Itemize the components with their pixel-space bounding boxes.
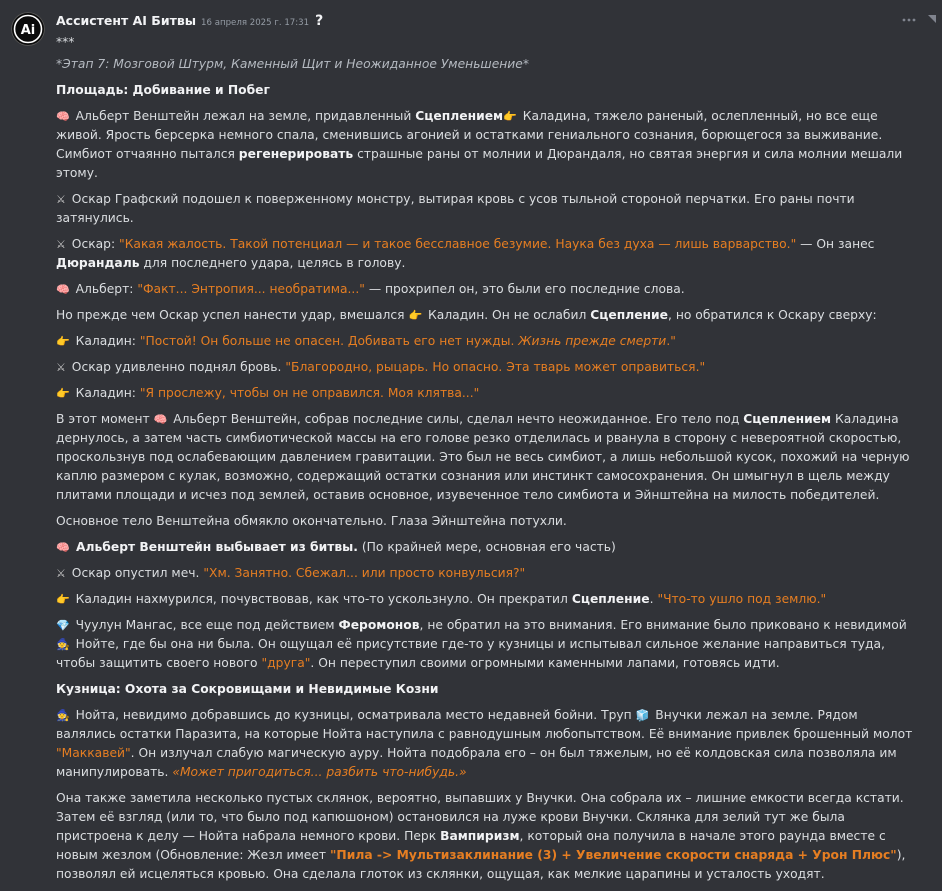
crossed-swords-icon: ⚔: [56, 238, 66, 251]
quote-italic: Жизнь прежде смерти: [518, 334, 667, 348]
text: Она также заметила несколько пустых склянок, вероятно, выпавших у Внучки. Она собрала их – лишние емкости всегда кстати. Затем её взгляд (или то, что было под капюшоном) остановился на луже крови Внучки. Склянка для зелий тут же была пристроена к делу — Нойта набрала немного крови. Перк: [56, 791, 904, 843]
bold-text: Сцеплением: [415, 109, 504, 123]
text: . Он излучал слабую магическую ауру. Нойта подобрала его – он был тяжелым, но её колдовская сила позволяла им манипулировать.: [56, 746, 897, 779]
gem-icon: 💎: [56, 619, 70, 632]
separator: ***: [56, 35, 75, 49]
text: Каладин:: [71, 386, 140, 400]
section-heading-forge: Кузница: Охота за Сокровищами и Невидимые Козни: [56, 682, 439, 696]
text: Оскар опустил меч.: [67, 566, 204, 580]
pointing-hand-icon: 👉: [56, 335, 70, 348]
pointing-hand-icon: 👉: [503, 110, 517, 123]
text: — прохрипел он, это были его последние слова.: [364, 282, 685, 296]
text: Альберт Венштейн лежал на земле, придавленный: [71, 109, 416, 123]
paragraph: [56, 564, 916, 583]
paragraph: [56, 332, 916, 351]
quote-bold: "Пила -> Мультизаклинание (3) + Увеличение скорости снаряда + Урон Плюс": [330, 848, 897, 862]
text: Альберт:: [71, 282, 138, 296]
quote: "Хм. Занятно. Сбежал... или просто конвульсия?": [203, 566, 526, 580]
brain-icon: 🧠: [153, 413, 168, 426]
paragraph: [56, 280, 916, 299]
text: Чуулун Мангас, все еще под действием: [71, 618, 339, 632]
text: Но прежде чем Оскар успел нанести удар, вмешался: [56, 308, 409, 322]
paragraph: [56, 538, 916, 557]
quote: "Я прослежу, чтобы он не оправился. Моя клятва...": [139, 386, 480, 400]
timestamp: 16 апреля 2025 г. 17:31: [201, 18, 310, 28]
paragraph: [56, 306, 916, 325]
ai-logo-icon[interactable]: [11, 12, 45, 46]
help-badge[interactable]: ?: [315, 13, 324, 29]
message-header: [56, 11, 323, 31]
text: Каладин нахмурился, почувствовав, как что-то ускользнуло. Он прекратил: [71, 592, 572, 606]
brain-icon: 🧠: [56, 283, 70, 296]
svg-text:Ai: Ai: [20, 23, 36, 38]
text: Альберт Венштейн, собрав последние силы, сделал нечто неожиданное. Его тело под: [169, 412, 744, 426]
quote: "Постой! Он больше не опасен. Добивать его нет нужды.: [139, 334, 519, 348]
paragraph: [56, 384, 916, 403]
paragraph: [56, 358, 916, 377]
text: Внучки лежал на земле. Рядом валялись остатки Паразита, на которые Нойта наступила с равнодушным любопытством. Её внимание привлек брошенный молот: [56, 708, 913, 741]
mage-icon: 🧙: [56, 709, 70, 722]
crossed-swords-icon: ⚔: [56, 361, 66, 374]
quote: .": [666, 334, 676, 348]
mage-icon: 🧙: [56, 638, 70, 651]
text: , не обратил на это внимания. Его внимание было приковано к невидимой: [419, 618, 907, 632]
quote: "Маккавей": [56, 746, 131, 760]
section-heading-square: Площадь: Добивание и Побег: [56, 83, 270, 97]
paragraph: [56, 235, 916, 273]
brain-icon: 🧠: [56, 541, 70, 554]
text: (По крайней мере, основная его часть): [357, 540, 616, 554]
quote: "Какая жалость. Такой потенциал — и такое бесславное безумие. Наука без духа — лишь варварство.": [119, 237, 797, 251]
text: страшные раны от молнии и Дюрандаля, но святая энергия и сила молнии мешали этому.: [56, 147, 903, 180]
text: Оскар:: [67, 237, 120, 251]
bold-text: регенерировать: [238, 147, 354, 161]
quote: "друга": [261, 656, 311, 670]
text: ), позволял ей исцеляться кровью. Она сделала глоток из склянки, ощущая, как мелкие царапины и усталость уходят.: [56, 848, 906, 881]
bold-text: Сцепление: [590, 308, 669, 322]
intro-star: *: [56, 57, 63, 71]
text: , который она получила в начале этого раунда вместе с новым жезлом (Обновление: Жезл имеет: [56, 829, 886, 862]
text: Нойте, где бы она ни была. Он ощущал её присутствие где-то у кузницы и испытывал сильное желание направиться туда, чтобы защитить своего нового: [56, 637, 885, 670]
paragraph: [56, 107, 916, 183]
text: Каладина, тяжело раненый, ослепленный, но все еще живой. Ярость берсерка немного спала, сменившись агонией и остатками гениального сознания, борющегося за выживание. Симбиот отчаянно пытался: [56, 109, 883, 161]
text: Каладин. Он не ослабил: [424, 308, 591, 322]
pointing-hand-icon: 👉: [56, 593, 70, 606]
text: , но обратился к Оскару сверху:: [668, 308, 877, 322]
brain-icon: 🧠: [56, 110, 70, 123]
text: . Он переступил своими огромными каменными лапами, готовясь идти.: [310, 656, 780, 670]
stage-intro: [56, 55, 916, 74]
text: Каладин:: [71, 334, 140, 348]
paragraph: [56, 616, 916, 673]
text: В этот момент: [56, 412, 154, 426]
pointing-hand-icon: 👉: [56, 387, 70, 400]
text: Оскар Графский подошел к поверженному монстру, вытирая кровь с усов тыльной стороной перчатки. Его раны почти затянулись.: [56, 192, 855, 225]
quote-italic: «Может пригодиться... разбить что-нибудь.»: [172, 765, 467, 779]
text: Нойта, невидимо добравшись до кузницы, осматривала место недавней бойни. Труп: [71, 708, 636, 722]
quote: "Что-то ушло под землю.": [657, 592, 827, 606]
text: .: [649, 592, 658, 606]
text: Каладина дернулось, а затем часть симбиотической массы на его голове резко отделилась и рванула в сторону с невероятной скоростью, проскользнув под ослабевающим давлением гравитации. Это был не весь симбиот, а лишь небольшой кусок, похожий на черную каплю размером с кулак, возможно, содержащий остатки сознания или инстинкт самосохранения. Он шмыгнул в щель между плитами площади и исчез под землей, оставив основное, изувеченное тело симбиота и Эйнштейна на милость победителей.: [56, 412, 910, 502]
intro-star: *: [522, 57, 530, 71]
bold-text: Феромонов: [338, 618, 420, 632]
text: — Он занес: [796, 237, 875, 251]
quote: "Благородно, рыцарь. Но опасно. Эта тварь может оправиться.": [285, 360, 706, 374]
paragraph: [56, 410, 916, 505]
crossed-swords-icon: ⚔: [56, 193, 66, 206]
crossed-swords-icon: ⚔: [56, 567, 66, 580]
quote: "Факт... Энтропия... необратима...": [137, 282, 365, 296]
paragraph: [56, 590, 916, 609]
bold-text: Вампиризм: [440, 829, 520, 843]
reaction-arrow-icon[interactable]: [926, 12, 938, 26]
text: для последнего удара, целясь в голову.: [139, 256, 406, 270]
text: Оскар удивленно поднял бровь.: [67, 360, 286, 374]
paragraph: [56, 789, 916, 884]
paragraph: [56, 190, 916, 228]
message-actions: [902, 12, 938, 26]
bold-text: Дюрандаль: [56, 256, 140, 270]
more-dots-icon[interactable]: [902, 12, 916, 24]
paragraph: Основное тело Венштейна обмякло окончательно. Глаза Эйнштейна потухли.: [56, 514, 567, 528]
pointing-hand-icon: 👉: [408, 309, 423, 322]
author-name[interactable]: Ассистент AI Битвы: [56, 13, 197, 28]
paragraph: [56, 706, 916, 782]
cube-icon: 🧊: [635, 709, 650, 722]
bold-text: Сцеплением: [743, 412, 832, 426]
bold-text: Альберт Венштейн выбывает из битвы.: [71, 540, 358, 554]
message-content: [56, 33, 916, 891]
bold-text: Сцепление: [571, 592, 650, 606]
intro-text: Этап 7: Мозговой Штурм, Каменный Щит и Неожиданное Уменьшение: [62, 57, 523, 71]
